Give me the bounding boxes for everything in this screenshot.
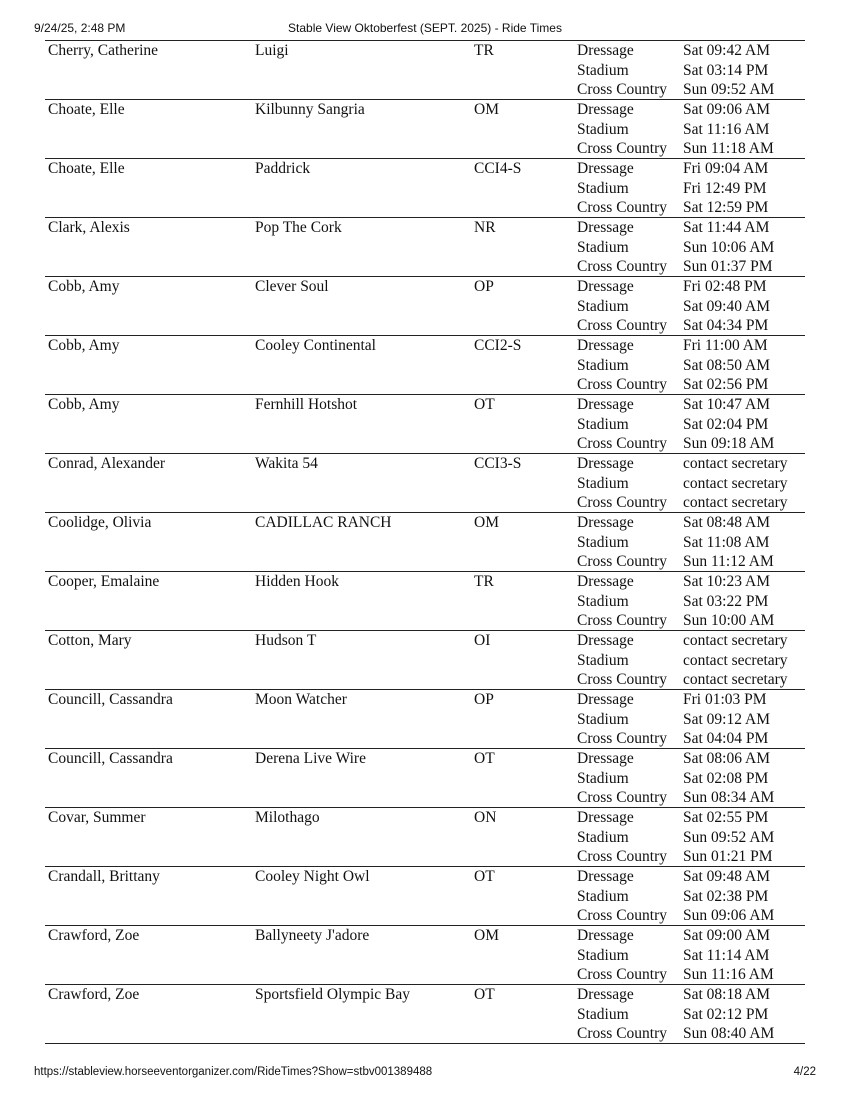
ride-time: Sat 09:06 AM (683, 101, 770, 118)
ride-time: Sat 08:50 AM (683, 356, 770, 374)
phase-label: Cross Country (577, 730, 667, 747)
ride-time: Fri 09:04 AM (683, 160, 769, 177)
time-list (683, 572, 774, 631)
division-code: OP (474, 691, 494, 708)
time-list (683, 41, 774, 100)
phase-label: Dressage (577, 632, 634, 649)
horse-name: Pop The Cork (255, 219, 342, 236)
rider-name: Choate, Elle (48, 160, 125, 177)
division-code: NR (474, 219, 496, 236)
division-code: TR (474, 573, 494, 590)
ride-time: Sat 02:12 PM (683, 1005, 769, 1023)
rider-name: Councill, Cassandra (48, 750, 173, 767)
ride-time: Sat 12:59 PM (683, 199, 769, 216)
phase-label: Stadium (577, 592, 629, 610)
ride-time: Sun 09:18 AM (683, 435, 775, 452)
time-list (683, 100, 774, 159)
ride-time: Sat 10:23 AM (683, 573, 770, 590)
horse-name: CADILLAC RANCH (255, 514, 392, 531)
ride-time: Fri 01:03 PM (683, 691, 767, 708)
rider-name: Choate, Elle (48, 101, 125, 118)
phase-label: Stadium (577, 179, 629, 197)
ride-time: Sun 10:06 AM (683, 238, 775, 256)
phase-list (577, 336, 667, 395)
ride-time: Sat 08:48 AM (683, 514, 770, 531)
phase-label: Dressage (577, 927, 634, 944)
rider-name: Cobb, Amy (48, 396, 120, 413)
horse-name: Moon Watcher (255, 691, 347, 708)
rider-name: Cobb, Amy (48, 337, 120, 354)
phase-label: Stadium (577, 887, 629, 905)
phase-label: Cross Country (577, 1025, 667, 1042)
ride-time: Sat 03:22 PM (683, 592, 769, 610)
time-list (683, 513, 774, 572)
horse-name: Paddrick (255, 160, 311, 177)
print-footer (34, 1066, 816, 1082)
phase-label: Stadium (577, 120, 629, 138)
phase-label: Dressage (577, 986, 634, 1003)
phase-label: Dressage (577, 278, 634, 295)
phase-label: Cross Country (577, 140, 667, 157)
phase-label: Cross Country (577, 494, 667, 511)
ride-time: Sun 01:37 PM (683, 258, 773, 275)
ride-time: Sat 03:14 PM (683, 61, 769, 79)
ride-time: Sat 04:34 PM (683, 317, 769, 334)
ride-time: Sun 10:00 AM (683, 612, 775, 629)
phase-label: Stadium (577, 710, 629, 728)
phase-label: Cross Country (577, 671, 667, 688)
phase-label: Cross Country (577, 553, 667, 570)
phase-label: Stadium (577, 474, 629, 492)
phase-label: Dressage (577, 573, 634, 590)
phase-label: Dressage (577, 750, 634, 767)
phase-label: Dressage (577, 514, 634, 531)
ride-time: Sat 02:04 PM (683, 415, 769, 433)
phase-label: Cross Country (577, 907, 667, 924)
table-row (45, 749, 805, 808)
ride-time: Sat 09:42 AM (683, 42, 770, 59)
phase-label: Dressage (577, 396, 634, 413)
time-list (683, 395, 774, 454)
ride-time: Sat 02:56 PM (683, 376, 769, 393)
ride-time: Sun 11:16 AM (683, 966, 774, 983)
ride-time: Sat 09:00 AM (683, 927, 770, 944)
time-list (683, 690, 770, 749)
horse-name: Kilbunny Sangria (255, 101, 365, 118)
horse-name: Hidden Hook (255, 573, 339, 590)
division-code: CCI4-S (474, 160, 522, 177)
horse-name: Derena Live Wire (255, 750, 366, 767)
rider-name: Covar, Summer (48, 809, 146, 826)
phase-list (577, 926, 667, 985)
table-row (45, 690, 805, 749)
phase-list (577, 867, 667, 926)
phase-list (577, 513, 667, 572)
table-row (45, 41, 805, 100)
phase-label: Cross Country (577, 317, 667, 334)
phase-list (577, 395, 667, 454)
ride-time: Sat 09:40 AM (683, 297, 770, 315)
phase-list (577, 100, 667, 159)
horse-name: Cooley Night Owl (255, 868, 370, 885)
phase-label: Dressage (577, 160, 634, 177)
page-title: Stable View Oktoberfest (SEPT. 2025) - Ride Times (288, 21, 562, 35)
division-code: OI (474, 632, 491, 649)
ride-time: Sat 02:55 PM (683, 809, 769, 826)
division-code: OP (474, 278, 494, 295)
division-code: ON (474, 809, 497, 826)
rider-name: Crawford, Zoe (48, 986, 140, 1003)
phase-label: Dressage (577, 337, 634, 354)
ride-time: Sat 04:04 PM (683, 730, 769, 747)
phase-label: Stadium (577, 533, 629, 551)
table-row (45, 513, 805, 572)
rider-name: Cotton, Mary (48, 632, 132, 649)
table-row (45, 572, 805, 631)
phase-label: Cross Country (577, 612, 667, 629)
phase-list (577, 218, 667, 277)
phase-list (577, 808, 667, 867)
ride-times-table (45, 40, 805, 1044)
time-list (683, 277, 770, 336)
ride-time: contact secretary (683, 671, 788, 688)
ride-time: contact secretary (683, 494, 788, 511)
time-list (683, 454, 788, 513)
ride-time: Sat 11:44 AM (683, 219, 770, 236)
ride-time: Sat 09:12 AM (683, 710, 770, 728)
phase-label: Dressage (577, 809, 634, 826)
table-row (45, 985, 805, 1044)
rider-name: Conrad, Alexander (48, 455, 166, 472)
table-row (45, 159, 805, 218)
phase-label: Stadium (577, 61, 629, 79)
phase-list (577, 985, 667, 1044)
division-code: OT (474, 986, 495, 1003)
table-row (45, 454, 805, 513)
phase-list (577, 690, 667, 749)
table-row (45, 808, 805, 867)
phase-label: Dressage (577, 101, 634, 118)
phase-label: Cross Country (577, 789, 667, 806)
horse-name: Ballyneety J'adore (255, 927, 370, 944)
ride-time: contact secretary (683, 474, 788, 492)
division-code: OM (474, 101, 499, 118)
ride-time: Sun 08:34 AM (683, 789, 775, 806)
rider-name: Crandall, Brittany (48, 868, 160, 885)
ride-time: Sat 10:47 AM (683, 396, 770, 413)
time-list (683, 159, 768, 218)
phase-list (577, 572, 667, 631)
phase-list (577, 277, 667, 336)
ride-time: Sat 08:18 AM (683, 986, 770, 1003)
division-code: CCI3-S (474, 455, 522, 472)
phase-label: Stadium (577, 1005, 629, 1023)
phase-label: Stadium (577, 297, 629, 315)
table-row (45, 867, 805, 926)
ride-time: Sat 11:16 AM (683, 120, 770, 138)
phase-label: Stadium (577, 828, 629, 846)
horse-name: Wakita 54 (255, 455, 318, 472)
division-code: OT (474, 868, 495, 885)
ride-time: Sun 01:21 PM (683, 848, 773, 865)
phase-label: Dressage (577, 219, 634, 236)
horse-name: Milothago (255, 809, 320, 826)
print-header (34, 18, 816, 38)
ride-time: Fri 02:48 PM (683, 278, 767, 295)
phase-list (577, 41, 667, 100)
ride-time: contact secretary (683, 455, 788, 472)
table-row (45, 395, 805, 454)
horse-name: Luigi (255, 42, 289, 59)
ride-time: Sat 11:14 AM (683, 946, 770, 964)
time-list (683, 926, 774, 985)
phase-label: Cross Country (577, 848, 667, 865)
division-code: OT (474, 750, 495, 767)
division-code: OM (474, 514, 499, 531)
table-row (45, 100, 805, 159)
phase-label: Cross Country (577, 376, 667, 393)
rider-name: Coolidge, Olivia (48, 514, 152, 531)
phase-label: Cross Country (577, 199, 667, 216)
page-url: https://stableview.horseeventorganizer.com/RideTimes?Show=stbv001389488 (34, 1066, 433, 1078)
phase-label: Stadium (577, 769, 629, 787)
ride-time: Fri 11:00 AM (683, 337, 768, 354)
phase-label: Stadium (577, 415, 629, 433)
horse-name: Sportsfield Olympic Bay (255, 986, 410, 1003)
phase-label: Cross Country (577, 435, 667, 452)
phase-list (577, 749, 667, 808)
time-list (683, 749, 774, 808)
horse-name: Cooley Continental (255, 337, 376, 354)
ride-time: Sat 02:08 PM (683, 769, 769, 787)
horse-name: Hudson T (255, 632, 317, 649)
ride-time: Sat 11:08 AM (683, 533, 770, 551)
time-list (683, 867, 774, 926)
phase-label: Stadium (577, 651, 629, 669)
time-list (683, 336, 770, 395)
time-list (683, 985, 774, 1044)
ride-time: Sun 11:12 AM (683, 553, 774, 570)
division-code: TR (474, 42, 494, 59)
table-row (45, 336, 805, 395)
ride-time: Sat 02:38 PM (683, 887, 769, 905)
ride-time: Sun 09:52 AM (683, 81, 775, 98)
ride-time: Sun 11:18 AM (683, 140, 774, 157)
ride-time: contact secretary (683, 632, 788, 649)
rider-name: Cherry, Catherine (48, 42, 159, 59)
time-list (683, 808, 774, 867)
ride-time: Sun 08:40 AM (683, 1025, 775, 1042)
division-code: OM (474, 927, 499, 944)
phase-label: Stadium (577, 238, 629, 256)
table-row (45, 277, 805, 336)
rider-name: Councill, Cassandra (48, 691, 173, 708)
rider-name: Crawford, Zoe (48, 927, 140, 944)
phase-list (577, 159, 667, 218)
ride-time: Sun 09:06 AM (683, 907, 775, 924)
horse-name: Clever Soul (255, 278, 329, 295)
time-list (683, 218, 774, 277)
ride-time: Sun 09:52 AM (683, 828, 775, 846)
horse-name: Fernhill Hotshot (255, 396, 358, 413)
table-row (45, 631, 805, 690)
rider-name: Cooper, Emalaine (48, 573, 160, 590)
page-number: 4/22 (793, 1066, 816, 1078)
phase-label: Dressage (577, 691, 634, 708)
phase-label: Cross Country (577, 966, 667, 983)
phase-label: Cross Country (577, 258, 667, 275)
rider-name: Clark, Alexis (48, 219, 130, 236)
ride-time: Sat 09:48 AM (683, 868, 770, 885)
phase-list (577, 454, 667, 513)
time-list (683, 631, 788, 690)
ride-time: Sat 08:06 AM (683, 750, 770, 767)
phase-label: Dressage (577, 42, 634, 59)
phase-label: Cross Country (577, 81, 667, 98)
print-datetime: 9/24/25, 2:48 PM (34, 21, 126, 35)
table-row (45, 218, 805, 277)
division-code: OT (474, 396, 495, 413)
division-code: CCI2-S (474, 337, 522, 354)
phase-label: Stadium (577, 356, 629, 374)
table-row (45, 926, 805, 985)
phase-list (577, 631, 667, 690)
ride-time: Fri 12:49 PM (683, 179, 767, 197)
phase-label: Dressage (577, 868, 634, 885)
ride-time: contact secretary (683, 651, 788, 669)
rider-name: Cobb, Amy (48, 278, 120, 295)
phase-label: Stadium (577, 946, 629, 964)
phase-label: Dressage (577, 455, 634, 472)
